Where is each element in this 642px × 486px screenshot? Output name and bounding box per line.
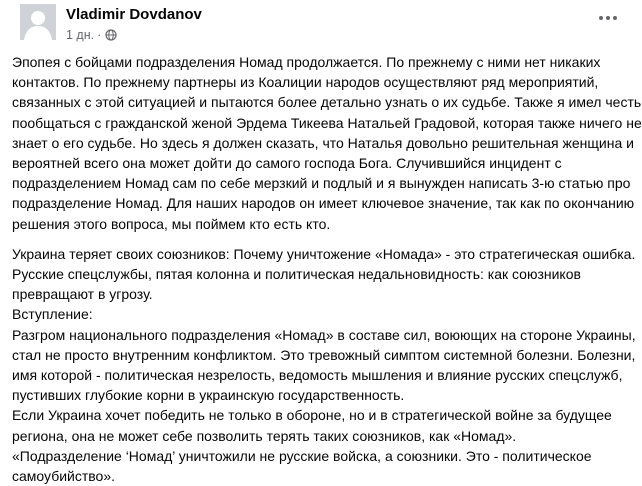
meta-separator: · — [97, 28, 102, 42]
more-icon — [599, 16, 603, 20]
text-line: стал не просто внутренним конфликтом. Это тревожный симптом системной болезни. Болезни, — [12, 346, 636, 363]
text-line: Если Украина хочет победить не только в обороне, но и в стратегической войне за будущее — [12, 407, 612, 424]
more-options-button[interactable] — [596, 6, 620, 30]
text-line: имя которой - политическая незрелость, ведомость мышления и влияние русских спецслужб, — [12, 367, 623, 384]
post-timestamp[interactable]: 1 дн. — [66, 28, 95, 42]
text-line: пустивших глубокие корни в украинскую государственность. — [12, 387, 405, 404]
text-line: региона, она не может себе позволить терять таких союзников, как «Номад». — [12, 427, 517, 444]
text-line: Разгром национального подразделения «Номад» в составе сил, воюющих на стороне Украины, — [12, 326, 636, 343]
text-line: связанных с этой ситуацией и пытаются более детально узнать о их судьбе. Также я имел честь — [12, 94, 642, 111]
post-body — [12, 52, 642, 486]
post-meta — [66, 28, 117, 42]
text-line: Эпопея с бойцами подразделения Номад продолжается. По прежнему с ними нет никаких — [12, 54, 601, 70]
text-line: Русские спецслужбы, пятая колонна и политическая недальновидность: как союзников — [12, 266, 581, 283]
avatar[interactable] — [20, 4, 56, 40]
text-line: подразделение Номад. Для наших народов он имеет ключевое значение, так как по окончанию — [12, 195, 635, 212]
post-header — [10, 0, 630, 50]
author-name[interactable]: Vladimir Dovdanov — [66, 6, 202, 23]
text-line: контактов. По прежнему партнеры из Коалиции народов осуществляют ряд мероприятий, — [12, 74, 599, 91]
text-line: решения этого вопроса, мы поймем кто есть кто. — [12, 215, 331, 232]
text-line: превращают в угрозу. — [12, 286, 153, 303]
default-avatar-icon — [20, 4, 56, 40]
text-line: знает о его судьбе. Но здесь я должен сказать, что Наталья довольно решительная женщина и — [12, 134, 634, 151]
text-line: вероятней всего она может дойти до самого господа Бога. Случившийся инцидент с — [12, 155, 562, 172]
text-line: Украина теряет своих союзников: Почему уничтожение «Номада» - это стратегическая ошибка. — [12, 245, 636, 262]
globe-icon — [105, 29, 117, 41]
text-line: самоубийство». — [12, 468, 116, 485]
text-line: Вступление: — [12, 306, 93, 323]
text-line: «Подразделение ‘Номад’ уничтожили не русские войска, а союзники. Это - политическое — [12, 447, 592, 464]
paragraph-1 — [12, 52, 642, 234]
text-line: подразделением Номад сам по себе мерзкий и подлый и я вынужден написать 3-ю статью про — [12, 175, 631, 192]
text-line: пообщаться с гражданской женой Эрдема Тикеева Натальей Градовой, которая также ничего не — [12, 114, 642, 131]
paragraph-2 — [12, 244, 636, 486]
